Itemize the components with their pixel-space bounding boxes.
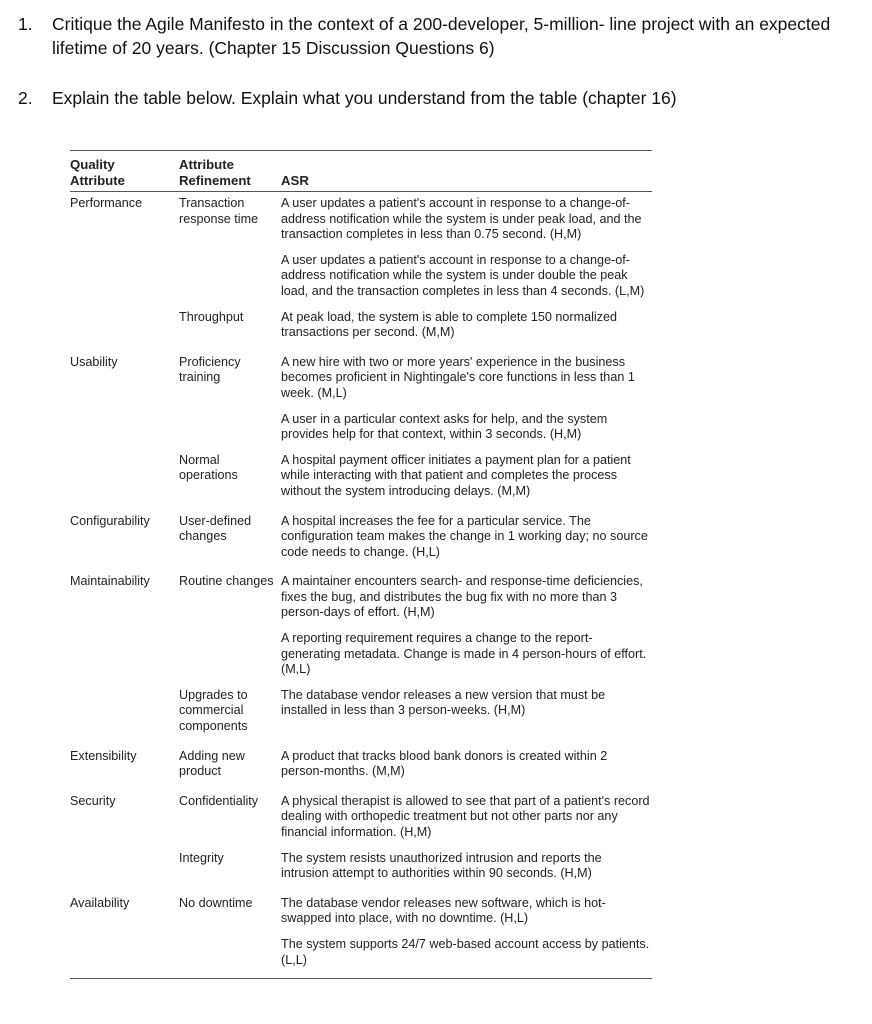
quality-attribute-cell	[70, 851, 179, 882]
table-row	[70, 453, 652, 500]
question-number: 1.	[18, 14, 33, 34]
question-2	[18, 86, 868, 110]
asr-cell	[281, 794, 652, 841]
asr-text: The database vendor releases new software, which is hot-swapped into place, with no downtime. (H,L)	[281, 895, 606, 926]
quality-attribute-cell: Maintainability	[70, 574, 150, 589]
table-row-group	[70, 570, 652, 734]
table-row-group	[70, 192, 652, 341]
questions-list	[18, 12, 868, 136]
refinement-cell: Routine changes	[179, 574, 274, 589]
asr-text: A product that tracks blood bank donors is created within 2 person-months. (M,M)	[281, 748, 608, 779]
table-row-group	[70, 745, 652, 780]
quality-attribute-cell	[70, 688, 179, 735]
asr-cell	[281, 749, 652, 780]
asr-cell	[281, 851, 652, 882]
refinement-cell: Integrity	[179, 850, 224, 865]
table-row	[70, 310, 652, 341]
header-attribute-refinement: Attribute Refinement	[179, 157, 251, 188]
asr-text: A reporting requirement requires a change to the report-generating metadata. Change is made in 4 person-hours of effort. (M,L)	[281, 631, 647, 677]
quality-attribute-cell	[70, 453, 179, 500]
asr-text: The database vendor releases a new version that must be installed in less than 3 person-weeks. (H,M)	[281, 687, 606, 718]
asr-text: A user updates a patient's account in response to a change-of-address notification while the system is under double the peak load, and the transaction completes in less than 4 seconds. (L,M)	[281, 252, 645, 298]
refinement-cell: Normal operations	[179, 452, 238, 483]
table-row	[70, 514, 652, 561]
asr-cell	[281, 310, 652, 341]
header-quality-attribute: Quality Attribute	[70, 157, 125, 188]
quality-attribute-cell: Availability	[70, 895, 130, 910]
asr-cell	[281, 574, 652, 678]
table-bottom-rule	[70, 978, 652, 979]
table-row	[70, 355, 652, 443]
quality-attribute-cell: Performance	[70, 196, 143, 210]
asr-table	[70, 150, 652, 979]
refinement-cell: Proficiency training	[179, 354, 241, 385]
asr-text: The system supports 24/7 web-based account access by patients. (L,L)	[281, 936, 650, 967]
header-asr: ASR	[281, 172, 309, 188]
question-1	[18, 12, 868, 60]
asr-cell	[281, 688, 652, 735]
asr-text: A physical therapist is allowed to see that part of a patient's record dealing with orthopedic treatment but not other parts nor any financial information. (H,M)	[281, 793, 650, 839]
table-row-group	[70, 790, 652, 882]
asr-cell	[281, 514, 652, 561]
asr-text: A new hire with two or more years' experience in the business becomes proficient in Nightingale's core functions in less than 1 week. (M,L)	[281, 354, 635, 400]
asr-text: A user updates a patient's account in response to a change-of-address notification while the system is under peak load, and the transaction completes in less than 0.75 second. (H,M)	[281, 196, 642, 242]
refinement-cell: User-defined changes	[179, 513, 252, 544]
quality-attribute-cell	[70, 310, 179, 341]
refinement-cell: Upgrades to commercial components	[179, 687, 248, 734]
asr-text: At peak load, the system is able to complete 150 normalized transactions per second. (M,M)	[281, 309, 618, 340]
table-row	[70, 851, 652, 882]
table-row	[70, 749, 652, 780]
table-row	[70, 896, 652, 968]
asr-cell	[281, 196, 652, 300]
asr-cell	[281, 453, 652, 500]
table-body	[70, 192, 652, 968]
question-text: Explain the table below. Explain what you understand from the table (chapter 16)	[52, 88, 677, 108]
table-row	[70, 196, 652, 300]
table-header	[70, 151, 652, 191]
refinement-cell: Transaction response time	[179, 196, 259, 226]
question-text: Critique the Agile Manifesto in the context of a 200-developer, 5-million- line project with an expected lifetime of 20 years. (Chapter 15 Discussion Questions 6)	[52, 14, 831, 58]
asr-text: A hospital payment officer initiates a payment plan for a patient while interacting with that patient and completes the process without the system introducing delays. (M,M)	[281, 452, 631, 498]
table-row	[70, 574, 652, 678]
question-number: 2.	[18, 88, 33, 108]
asr-text: A hospital increases the fee for a particular service. The configuration team makes the change in 1 working day; no source code needs to change. (H,L)	[281, 513, 648, 559]
quality-attribute-cell: Security	[70, 793, 116, 808]
table-row-group	[70, 510, 652, 561]
refinement-cell: Adding new product	[179, 748, 245, 779]
asr-text: A maintainer encounters search- and response-time deficiencies, fixes the bug, and distributes the bug fix with no more than 3 person-days of effort. (H,M)	[281, 574, 643, 620]
table-row	[70, 794, 652, 841]
table-row	[70, 688, 652, 735]
refinement-cell: Confidentiality	[179, 793, 259, 808]
table-row-group	[70, 892, 652, 968]
asr-text: The system resists unauthorized intrusion and reports the intrusion attempt to authorities within 90 seconds. (H,M)	[281, 850, 602, 881]
quality-attribute-cell: Extensibility	[70, 748, 137, 763]
table-row-group	[70, 351, 652, 500]
asr-text: A user in a particular context asks for help, and the system provides help for that context, within 3 seconds. (H,M)	[281, 411, 608, 442]
refinement-cell: No downtime	[179, 895, 253, 910]
refinement-cell: Throughput	[179, 309, 244, 324]
quality-attribute-cell: Configurability	[70, 513, 150, 528]
quality-attribute-cell: Usability	[70, 354, 118, 369]
asr-cell	[281, 355, 652, 443]
asr-cell	[281, 896, 652, 968]
